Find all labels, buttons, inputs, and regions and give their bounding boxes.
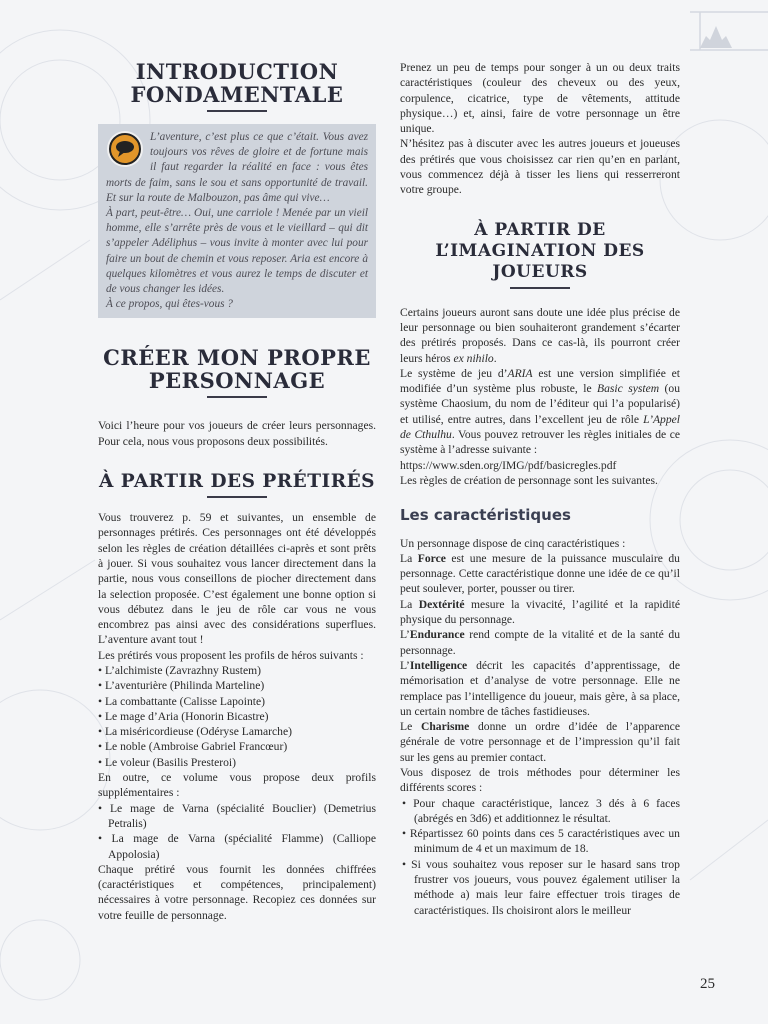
intro-paragraph: À part, peut-être… Oui, une carriole ! Menée par un vieil homme, elle s’arrête près de vous et le vieillard – qui dit s’appeler Adéliphus – vous invite à monter avec lui pour faire un bout de chemin et vous reposer. Aria est encore à quelques kilomètres et vous aurez le temps de discuter et de vous changer les idées. <box>106 207 368 296</box>
page-number: 25 <box>700 976 715 992</box>
create-character-title: CRÉER MON PROPRE PERSONNAGE <box>103 345 371 394</box>
list-item: • La combattante (Calisse Lapointe) <box>98 694 376 709</box>
system-paragraph: Le système de jeu d’ARIA est une version simplifiée et modifiée d’un système plus robuste, le Basic system (ou système Chaosium, du nom de l’éditeur qui l’a popularisé) et utilisé, entre autres, dans l’excellent jeu de rôle L’Appel de Cthulhu. Vous pouvez retrouver les règles initiales de ce système à l’adresse suivante : <box>400 366 680 457</box>
list-item: • L’alchimiste (Zavrazhny Rustem) <box>98 663 376 678</box>
extra-intro: En outre, ce volume vous propose deux profils supplémentaires : <box>98 771 376 800</box>
castle-icon <box>700 26 732 48</box>
list-item: • Le noble (Ambroise Gabriel Francœur) <box>98 739 376 754</box>
profile-list <box>98 663 376 770</box>
speech-bubble-icon <box>106 130 144 168</box>
title-rule <box>207 396 267 398</box>
closing-paragraph: Chaque prétiré vous fournit les données chiffrées (caractéristiques et compétences, principalement) nécessaires à votre personnage. Recopiez ces données sur votre feuille de personnage. <box>98 862 376 922</box>
list-item: • Le voleur (Basilis Presteroi) <box>98 755 376 770</box>
title-rule <box>207 110 267 112</box>
discuss-paragraph: N’hésitez pas à discuter avec les autres joueurs et joueuses des prétirés que vous choisissez car rien qu’en en parlant, vous commencez déjà à tisser les liens qui resserreront votre groupe. <box>400 137 680 197</box>
endurance-paragraph: L’Endurance rend compte de la vitalité et de la santé du personnage. <box>400 628 680 657</box>
list-item: • Si vous souhaitez vous reposer sur le hasard sans trop frustrer vos joueurs, vous pouvez également utiliser la méthode a) mais leur faire effectuer trois tirages de caractéristiques. Ils choisiront alors le meilleur <box>400 857 680 918</box>
carac-intro: Un personnage dispose de cinq caractéristiques : <box>400 536 626 550</box>
list-item: • Répartissez 60 points dans ces 5 caractéristiques avec un minimum de 4 et un maximum de 18. <box>400 826 680 857</box>
list-item: • La mage de Varna (spécialité Flamme) (Calliope Appolosia) <box>98 831 376 862</box>
rules-paragraph: Les règles de création de personnage sont les suivantes. <box>400 473 658 487</box>
intro-paragraph: L’aventure, c’est plus ce que c’était. Vous avez toujours vos rêves de gloire et de fortune mais il faut regarder la réalité en face : vous êtes morts de faim, sans le sou et sans opportunité de travail. Et sur la route de Malbouzon, pas âme qui vive… <box>106 131 368 204</box>
list-item: • Pour chaque caractéristique, lancez 3 dés à 6 faces (abrégés en 3d6) et additionnez le résultat. <box>400 796 680 827</box>
pretires-paragraph: Vous trouverez p. 59 et suivantes, un ensemble de personnages prétirés. Ces personnages ont été développés selon les règles de création détaillées ci-après et sont prêts à jouer. Si vous souhaitez vous lancer directement dans la partie, nous vous conseillons de piocher directement dans la selection proposée. C’est également une bonne option si vous débutez dans le jeu de rôle car vous ne vous encombrez pas ainsi avec des considérations superflues. L’aventure avant tout ! <box>98 511 376 647</box>
list-item: • Le mage de Varna (spécialité Bouclier) (Demetrius Petralis) <box>98 801 376 832</box>
title-rule <box>510 287 570 289</box>
imagination-title: À PARTIR DE L’IMAGINATION DES JOUEURS <box>435 219 645 282</box>
pretires-paragraph: Les prétirés vous proposent les profils de héros suivants : <box>98 648 364 662</box>
introduction-title: INTRODUCTION FONDAMENTALE <box>130 59 344 107</box>
imagination-paragraph: Certains joueurs auront sans doute une idée plus précise de leur personnage ou bien souhaiteront grandement s’écarter des prétirés proposés. Dans ce cas-là, ils pourront créer leurs héros ex nihilo. <box>400 305 680 365</box>
charisma-paragraph: Le Charisme donne un ordre d’idée de l’apparence générale de votre personnage et de l’impression qu’il fait sur les gens au premier contact. <box>400 720 680 764</box>
list-item: • Le mage d’Aria (Honorin Bicastre) <box>98 709 376 724</box>
create-text: Voici l’heure pour vos joueurs de créer leurs personnages. Pour cela, nous vous proposons deux possibilités. <box>98 419 376 448</box>
intelligence-paragraph: L’Intelligence décrit les capacités d’apprentissage, de mémorisation et d’analyse de votre personnage. Elle ne remplace pas l’intelligence du joueur, mais gère, à sa place, un certain nombre de tâches fastidieuses. <box>400 658 680 718</box>
list-item: • L’aventurière (Philinda Marteline) <box>98 678 376 693</box>
right-column <box>400 60 680 918</box>
intro-box <box>98 124 376 318</box>
list-item: • La miséricordieuse (Odéryse Lamarche) <box>98 724 376 739</box>
pretires-title: À PARTIR DES PRÉTIRÉS <box>98 471 376 493</box>
methods-list <box>400 796 680 918</box>
rules-url: https://www.sden.org/IMG/pdf/basicregles.pdf <box>400 458 617 472</box>
dexterity-paragraph: La Dextérité mesure la vivacité, l’agilité et la rapidité physique du personnage. <box>400 597 680 627</box>
title-rule <box>207 496 267 498</box>
extra-profile-list <box>98 801 376 862</box>
force-paragraph: La Force est une mesure de la puissance musculaire du personnage. Cette caractéristique donne une idée de ce qu’il peut soulever, porter, pousser ou tirer. <box>400 551 680 596</box>
intro-paragraph: À ce propos, qui êtes-vous ? <box>106 298 233 311</box>
traits-paragraph: Prenez un peu de temps pour songer à un ou deux traits caractéristiques (couleur des cheveux ou des yeux, corpulence, cicatrice, type de vêtements, attitude physique…) et, ainsi, faire de votre personnage un être unique. <box>400 61 680 136</box>
methods-intro: Vous disposez de trois méthodes pour déterminer les différents scores : <box>400 765 680 795</box>
characteristics-heading: Les caractéristiques <box>400 506 571 525</box>
left-column <box>98 60 376 923</box>
